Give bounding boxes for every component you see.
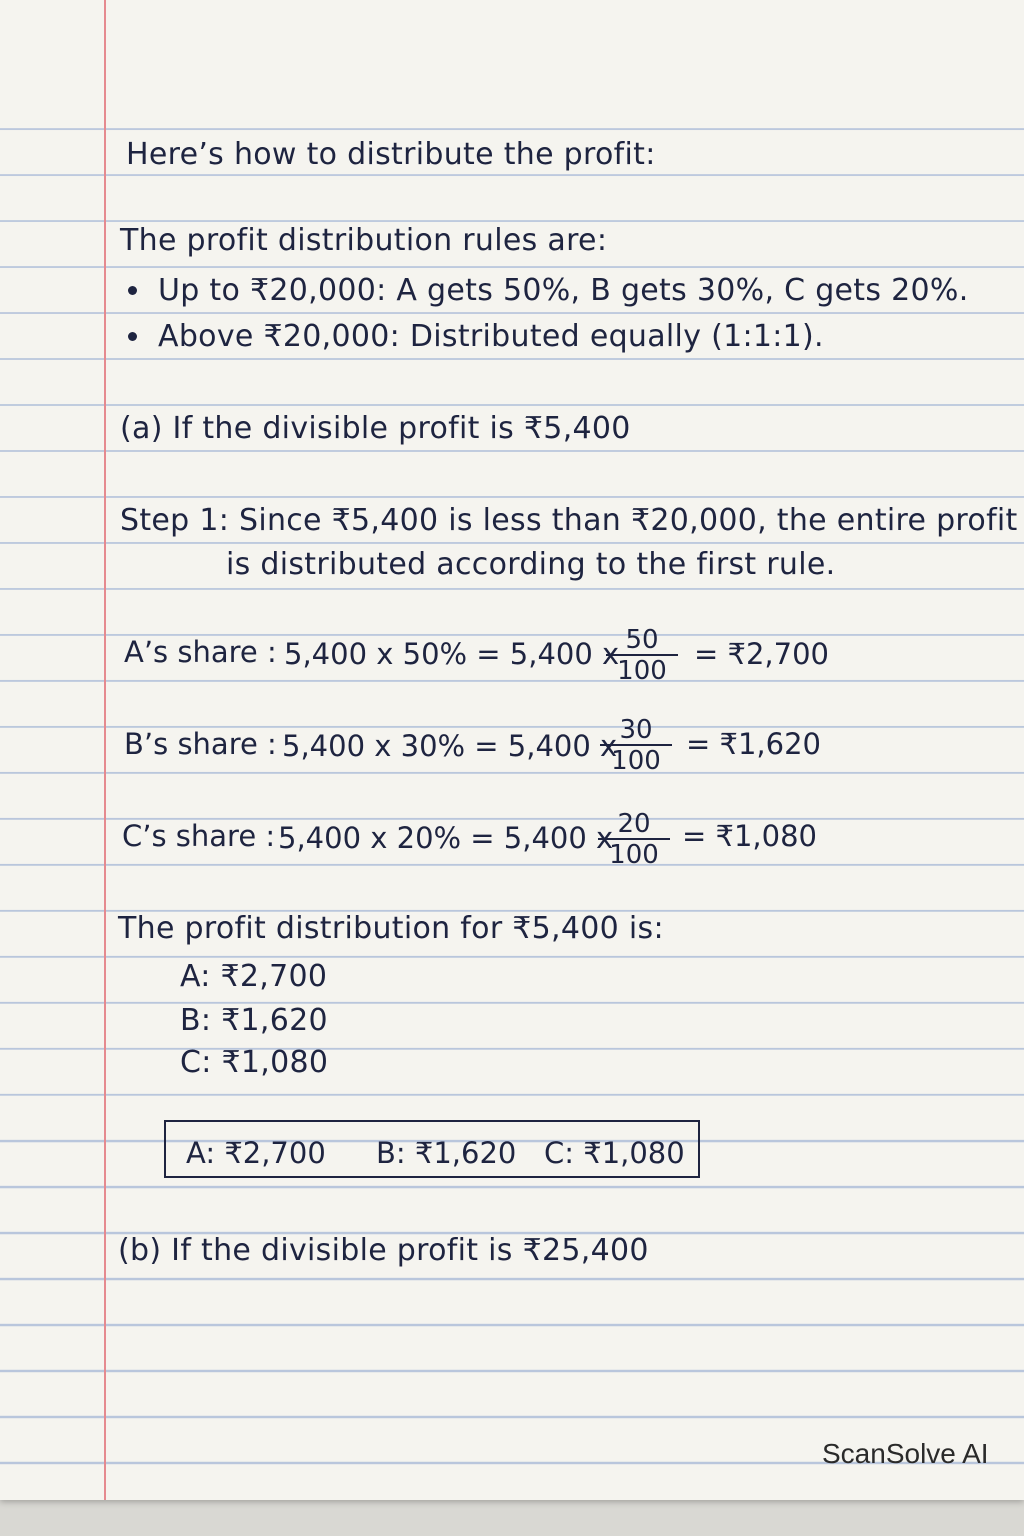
summary-b: B: ₹1,620 [180,1003,328,1038]
share-b-fraction [600,716,672,776]
part-a-heading: (a) If the divisible profit is ₹5,400 [120,411,631,446]
final-answer-box [164,1120,700,1178]
fraction-denominator: 100 [611,746,661,776]
intro-text: Here’s how to distribute the profit: [126,137,656,172]
share-a-result: = ₹2,700 [694,637,829,671]
share-a-fraction [606,626,678,686]
bullet-icon [128,332,137,341]
share-b-result: = ₹1,620 [686,727,821,761]
part-b-heading: (b) If the divisible profit is ₹25,400 [118,1233,649,1268]
step1-line1: Step 1: Since ₹5,400 is less than ₹20,000, the entire profit [120,503,1018,538]
summary-a: A: ₹2,700 [180,959,328,994]
share-c-expression: 5,400 x 20% = 5,400 x [278,821,614,855]
share-b-expression: 5,400 x 30% = 5,400 x [282,729,618,763]
summary-heading: The profit distribution for ₹5,400 is: [118,911,664,946]
step1-line2: is distributed according to the first rule. [226,547,836,582]
rule-item-2: Above ₹20,000: Distributed equally (1:1:1). [158,319,824,354]
fraction-denominator: 100 [609,840,659,870]
bullet-icon [128,286,137,295]
fraction-numerator: 20 [598,810,670,840]
boxed-answer-a: A: ₹2,700 [186,1136,326,1170]
share-c-result: = ₹1,080 [682,819,817,853]
fraction-numerator: 50 [606,626,678,656]
summary-c: C: ₹1,080 [180,1045,329,1080]
share-a-expression: 5,400 x 50% = 5,400 x [284,637,620,671]
share-c-fraction [598,810,670,870]
rules-heading: The profit distribution rules are: [120,223,608,258]
share-a-label: A’s share : [124,635,277,669]
watermark-text: ScanSolve AI [822,1438,989,1469]
boxed-answer-c: C: ₹1,080 [544,1136,685,1170]
rule-item-1: Up to ₹20,000: A gets 50%, B gets 30%, C gets 20%. [158,273,969,308]
fraction-denominator: 100 [617,656,667,686]
share-c-label: C’s share : [122,819,276,853]
fraction-numerator: 30 [600,716,672,746]
boxed-answer-b: B: ₹1,620 [376,1136,517,1170]
share-b-label: B’s share : [124,727,277,761]
page-top-blank [0,0,1024,120]
margin-line [104,0,106,1500]
